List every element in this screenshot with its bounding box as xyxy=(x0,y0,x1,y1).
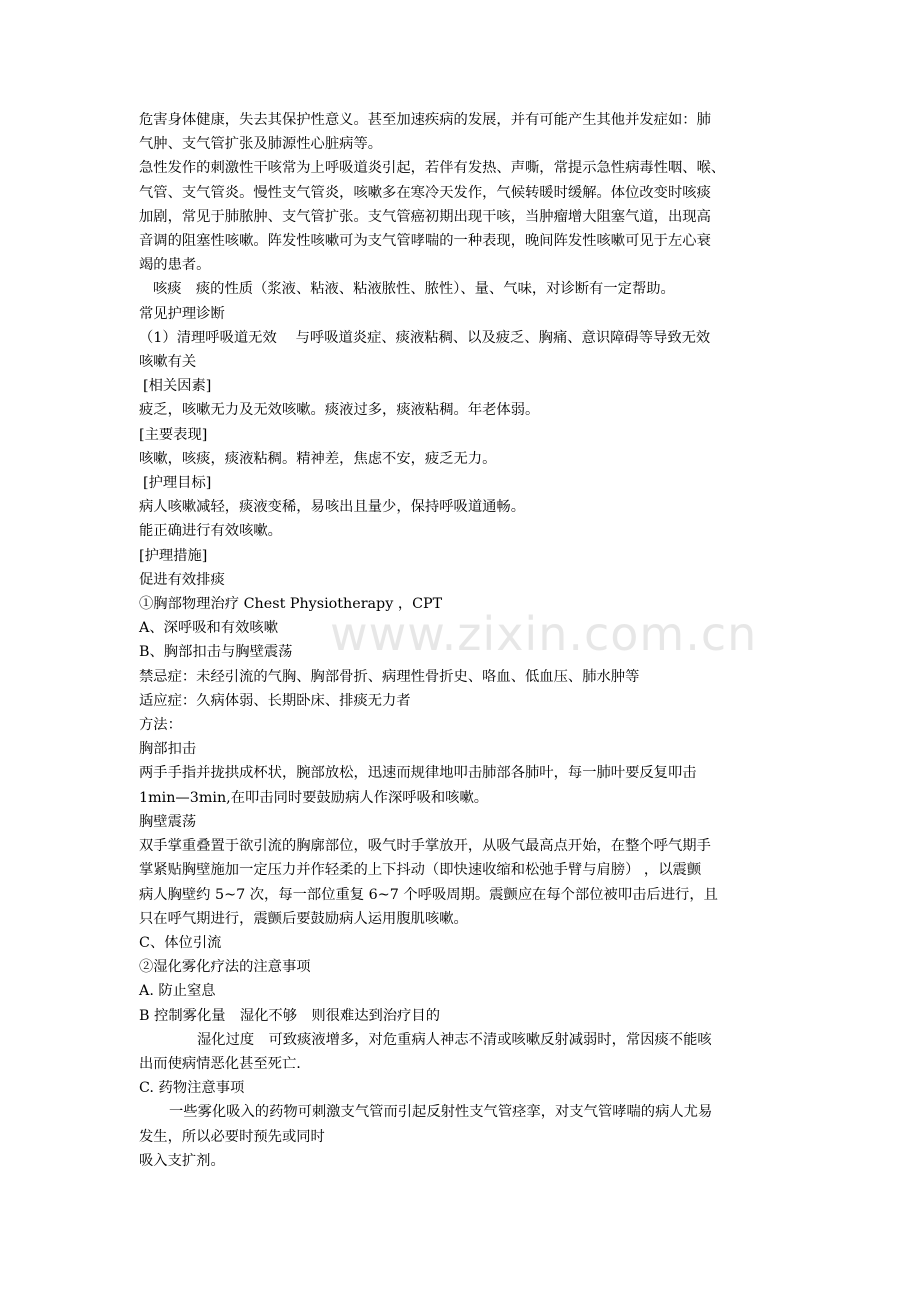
text-line: 危害身体健康，失去其保护性意义。甚至加速疾病的发展，并有可能产生其他并发症如：肺 xyxy=(139,112,711,128)
text-line: 气管、支气管炎。慢性支气管炎，咳嗽多在寒冷天发作，气候转暖时缓解。体位改变时咳痰 xyxy=(139,184,711,201)
text-line: 一些雾化吸入的药物可刺激支气管而引起反射性支气管痉挛，对支气管哮喘的病人尤易 xyxy=(169,1104,713,1121)
text-line: 方法： xyxy=(139,717,182,734)
text-line: 病人咳嗽减轻，痰液变稀，易咳出且量少，保持呼吸道通畅。 xyxy=(139,499,526,516)
text-line: 加剧，常见于肺脓肿、支气管扩张。支气管癌初期出现干咳，当肿瘤增大阻塞气道，出现高 xyxy=(139,208,711,225)
text-line: 咳嗽有关 xyxy=(139,354,197,371)
section-heading: 常见护理诊断 xyxy=(139,305,225,322)
section-label: [主要表现] xyxy=(139,426,208,443)
text-line: C、体位引流 xyxy=(139,934,222,951)
text-line: B、胸部扣击与胸壁震荡 xyxy=(139,644,293,661)
document-body xyxy=(139,108,787,1173)
text-line: B 控制雾化量 湿化不够 则很难达到治疗目的 xyxy=(139,1007,440,1024)
text-line: 急性发作的刺激性干咳常为上呼吸道炎引起，若伴有发热、声嘶，常提示急性病毒性咽、喉、 xyxy=(139,160,726,177)
text-line: 胸部扣击 xyxy=(139,741,197,758)
text-line: 竭的患者。 xyxy=(139,257,211,274)
text-line: 1min—3min,在叩击同时要鼓励病人作深呼吸和咳嗽。 xyxy=(139,789,489,806)
text-line: 音调的阻塞性咳嗽。阵发性咳嗽可为支气管哮喘的一种表现，晚间阵发性咳嗽可见于左心衰 xyxy=(139,233,711,250)
text-line: 促进有效排痰 xyxy=(139,571,225,588)
text-line: （1）清理呼吸道无效 与呼吸道炎症、痰液粘稠、以及疲乏、胸痛、意识障碍等导致无效 xyxy=(139,329,711,346)
text-line: 双手掌重叠置于欲引流的胸廓部位，吸气时手掌放开，从吸气最高点开始，在整个呼气期手 xyxy=(139,838,711,855)
text-line: 湿化过度 可致痰液增多，对危重病人神志不清或咳嗽反射减弱时，常因痰不能咳 xyxy=(197,1031,712,1048)
section-label: [护理目标] xyxy=(143,475,212,492)
text-line: 吸入支扩剂。 xyxy=(139,1152,225,1169)
text-line: 气肿、支气管扩张及肺源性心脏病等。 xyxy=(139,136,383,153)
text-line: 掌紧贴胸壁施加一定压力并作轻柔的上下抖动（即快速收缩和松弛手臂与肩膀） ，以震颤 xyxy=(139,862,702,879)
text-line: 咳嗽，咳痰，痰液粘稠。精神差，焦虑不安，疲乏无力。 xyxy=(139,450,497,467)
text-line: 适应症：久病体弱、长期卧床、排痰无力者 xyxy=(139,692,411,709)
text-line: ②湿化雾化疗法的注意事项 xyxy=(139,959,311,976)
text-line: 胸壁震荡 xyxy=(139,813,197,830)
text-line: 咳痰 痰的性质（浆液、粘液、粘液脓性、脓性）、量、气味，对诊断有一定帮助。 xyxy=(153,281,675,298)
text-line: 能正确进行有效咳嗽。 xyxy=(139,523,282,540)
text-line: 病人胸壁约 5~7 次，每一部位重复 6~7 个呼吸周期。震颤应在每个部位被叩击后进行，且 xyxy=(139,886,718,903)
text-line: ①胸部物理治疗 Chest Physiotherapy ，CPT xyxy=(139,596,443,613)
text-line: 只在呼气期进行，震颤后要鼓励病人运用腹肌咳嗽。 xyxy=(139,910,468,927)
section-label: [护理措施] xyxy=(139,547,208,564)
text-line: 出而使病情恶化甚至死亡. xyxy=(139,1055,301,1072)
text-line: A. 防止窒息 xyxy=(139,983,216,1000)
watermark: www.zixin.com.cn xyxy=(330,607,758,661)
section-label: [相关因素] xyxy=(143,378,212,395)
text-line: 疲乏，咳嗽无力及无效咳嗽。痰液过多，痰液粘稠。年老体弱。 xyxy=(139,402,540,419)
text-line: 禁忌症：未经引流的气胸、胸部骨折、病理性骨折史、咯血、低血压、肺水肿等 xyxy=(139,668,640,685)
text-line: 两手手指并拢拱成杯状，腕部放松，迅速而规律地叩击肺部各肺叶，每一肺叶要反复叩击 xyxy=(139,765,697,782)
text-line: A、深呼吸和有效咳嗽 xyxy=(139,620,278,637)
text-line: 发生，所以必要时预先或同时 xyxy=(139,1128,325,1145)
text-line: C. 药物注意事项 xyxy=(139,1080,245,1097)
